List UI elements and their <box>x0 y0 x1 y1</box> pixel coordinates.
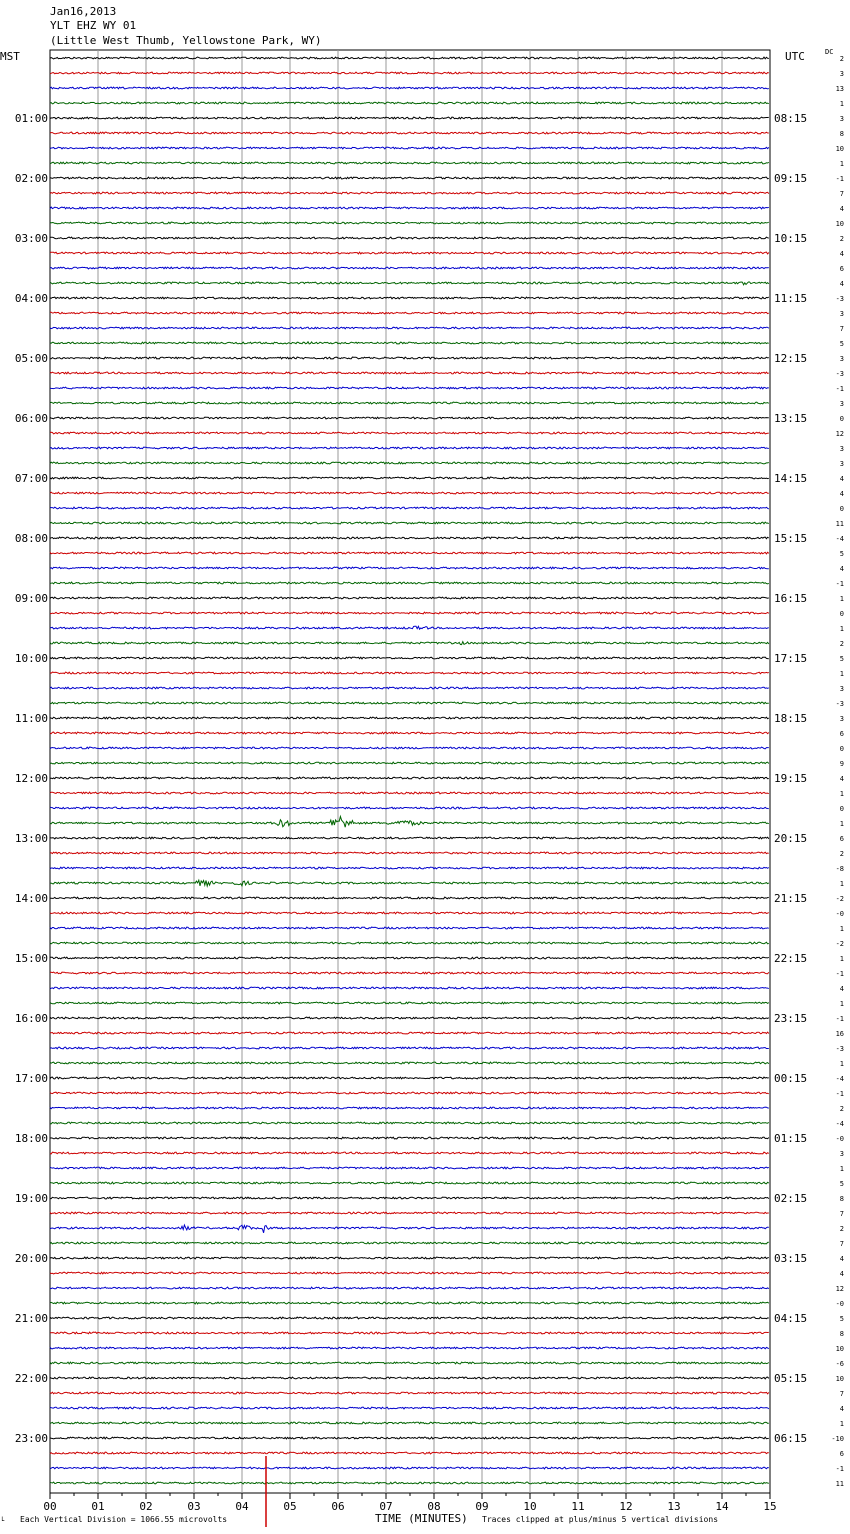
right-hour-label: 22:15 <box>774 952 808 965</box>
x-tick-label: 00 <box>43 1500 57 1513</box>
station-id: YLT EHZ WY 01 <box>50 19 137 32</box>
dc-offset-label: 2 <box>839 235 844 243</box>
dc-offset-label: 0 <box>839 745 844 753</box>
left-hour-label: 03:00 <box>14 232 48 245</box>
x-tick-label: 12 <box>619 1500 633 1513</box>
seismic-trace <box>50 987 769 989</box>
seismic-trace <box>50 387 769 389</box>
dc-offset-label: 3 <box>839 310 844 318</box>
dc-offset-label: 11 <box>835 1480 844 1488</box>
seismic-trace <box>50 1137 769 1139</box>
dc-offset-label: 3 <box>839 445 844 453</box>
dc-offset-label: 2 <box>839 1225 844 1233</box>
scale-note: Each Vertical Division = 1066.55 microvolts <box>20 1515 228 1524</box>
seismic-trace <box>50 792 769 794</box>
left-hour-label: 10:00 <box>14 652 48 665</box>
dc-offset-label: 1 <box>839 595 844 603</box>
dc-offset-label: -1 <box>835 385 844 393</box>
left-hour-label: 18:00 <box>14 1132 48 1145</box>
x-tick-label: 01 <box>91 1500 105 1513</box>
dc-offset-label: 9 <box>839 760 844 768</box>
dc-offset-label: 8 <box>839 130 844 138</box>
seismic-trace <box>50 1377 769 1379</box>
seismic-trace <box>50 1062 769 1064</box>
seismic-trace <box>50 357 769 359</box>
dc-offset-label: 4 <box>839 775 844 783</box>
left-hour-label: 23:00 <box>14 1432 48 1445</box>
seismic-trace <box>50 1047 769 1049</box>
seismic-trace <box>50 207 769 209</box>
dc-offset-label: 8 <box>839 1330 844 1338</box>
dc-offset-label: -2 <box>835 940 844 948</box>
seismic-trace <box>50 312 769 314</box>
dc-offset-label: 1 <box>839 670 844 678</box>
seismic-trace <box>50 1392 769 1394</box>
left-hour-label: 15:00 <box>14 952 48 965</box>
seismic-trace <box>50 507 769 509</box>
seismic-trace <box>50 597 769 599</box>
seismic-trace <box>50 342 769 344</box>
seismic-trace <box>50 147 769 149</box>
dc-offset-label: 1 <box>839 790 844 798</box>
right-hour-label: 01:15 <box>774 1132 808 1145</box>
seismic-trace <box>50 1225 769 1233</box>
dc-offset-label: -0 <box>835 910 844 918</box>
seismic-trace <box>50 912 769 914</box>
seismic-trace <box>50 1107 769 1109</box>
record-date: Jan16,2013 <box>50 5 117 18</box>
x-tick-label: 15 <box>763 1500 777 1513</box>
dc-offset-label: 1 <box>839 1420 844 1428</box>
x-tick-label: 06 <box>331 1500 345 1513</box>
seismic-trace <box>50 402 769 404</box>
left-timezone: MST <box>0 50 20 63</box>
dc-offset-label: 6 <box>839 730 844 738</box>
dc-offset-label: 1 <box>839 1165 844 1173</box>
dc-offset-label: -0 <box>835 1135 844 1143</box>
seismic-trace <box>50 777 769 779</box>
dc-offset-label: 5 <box>839 1315 844 1323</box>
plot-frame <box>50 50 770 1493</box>
dc-offset-label: 0 <box>839 805 844 813</box>
seismic-trace <box>50 117 769 119</box>
seismic-trace <box>50 1242 769 1244</box>
right-hour-label: 20:15 <box>774 832 808 845</box>
corner-mark: └ <box>0 1517 5 1525</box>
clip-note: Traces clipped at plus/minus 5 vertical divisions <box>482 1515 719 1524</box>
x-tick-label: 03 <box>187 1500 201 1513</box>
dc-offset-label: 3 <box>839 1150 844 1158</box>
dc-offset-label: 1 <box>839 1000 844 1008</box>
dc-offset-label: 1 <box>839 820 844 828</box>
seismic-trace <box>50 192 769 194</box>
seismic-trace <box>50 817 769 828</box>
dc-offset-label: 4 <box>839 985 844 993</box>
dc-offset-label: 11 <box>835 520 844 528</box>
seismic-trace <box>50 1122 769 1124</box>
dc-offset-label: 4 <box>839 565 844 573</box>
left-hour-label: 12:00 <box>14 772 48 785</box>
seismic-trace <box>50 1167 769 1169</box>
dc-offset-label: 2 <box>839 640 844 648</box>
right-hour-label: 21:15 <box>774 892 808 905</box>
seismic-trace <box>50 252 769 254</box>
left-hour-label: 08:00 <box>14 532 48 545</box>
dc-offset-label: 4 <box>839 1270 844 1278</box>
dc-offset-label: 12 <box>835 430 844 438</box>
left-hour-label: 19:00 <box>14 1192 48 1205</box>
dc-offset-label: 7 <box>839 1240 844 1248</box>
seismic-trace <box>50 1077 769 1079</box>
seismic-trace <box>50 1152 769 1154</box>
right-hour-label: 08:15 <box>774 112 808 125</box>
x-tick-label: 11 <box>571 1500 585 1513</box>
seismic-trace <box>50 717 769 719</box>
left-hour-label: 06:00 <box>14 412 48 425</box>
dc-offset-label: 7 <box>839 325 844 333</box>
seismic-trace <box>50 897 769 899</box>
x-axis-label: TIME (MINUTES) <box>375 1512 468 1525</box>
dc-offset-label: 3 <box>839 115 844 123</box>
x-tick-label: 10 <box>523 1500 537 1513</box>
dc-offset-label: 2 <box>839 55 844 63</box>
left-hour-label: 11:00 <box>14 712 48 725</box>
x-tick-label: 04 <box>235 1500 249 1513</box>
right-hour-label: 23:15 <box>774 1012 808 1025</box>
dc-offset-label: 12 <box>835 1285 844 1293</box>
seismic-trace <box>50 626 769 629</box>
seismic-trace <box>50 942 769 944</box>
right-hour-label: 06:15 <box>774 1432 808 1445</box>
seismic-trace <box>50 177 769 179</box>
seismic-trace <box>50 72 769 74</box>
right-hour-label: 12:15 <box>774 352 808 365</box>
right-hour-label: 14:15 <box>774 472 808 485</box>
x-tick-label: 13 <box>667 1500 681 1513</box>
x-tick-label: 02 <box>139 1500 153 1513</box>
seismic-trace <box>50 1302 769 1304</box>
dc-offset-label: 3 <box>839 70 844 78</box>
dc-offset-label: 1 <box>839 100 844 108</box>
dc-offset-label: -4 <box>835 535 844 543</box>
left-hour-label: 13:00 <box>14 832 48 845</box>
dc-offset-label: 3 <box>839 355 844 363</box>
dc-offset-label: 4 <box>839 280 844 288</box>
seismic-trace <box>50 837 769 839</box>
right-hour-label: 17:15 <box>774 652 808 665</box>
dc-offset-label: -4 <box>835 1120 844 1128</box>
seismic-trace <box>50 102 769 104</box>
dc-offset-label: 2 <box>839 1105 844 1113</box>
dc-offset-label: -3 <box>835 295 844 303</box>
seismic-trace <box>50 702 769 704</box>
dc-offset-label: 6 <box>839 265 844 273</box>
dc-offset-label: 10 <box>835 220 844 228</box>
seismic-trace <box>50 567 769 569</box>
dc-offset-label: 5 <box>839 550 844 558</box>
seismic-trace <box>50 747 769 749</box>
left-hour-label: 07:00 <box>14 472 48 485</box>
right-hour-label: 19:15 <box>774 772 808 785</box>
seismic-trace <box>50 1257 769 1259</box>
dc-offset-label: 10 <box>835 1345 844 1353</box>
left-hour-label: 16:00 <box>14 1012 48 1025</box>
seismic-trace <box>50 57 769 59</box>
dc-offset-label: 0 <box>839 505 844 513</box>
dc-offset-header: DC <box>825 48 834 56</box>
seismic-trace <box>50 927 769 929</box>
right-hour-label: 10:15 <box>774 232 808 245</box>
left-hour-label: 20:00 <box>14 1252 48 1265</box>
seismic-trace <box>50 1437 769 1439</box>
right-hour-label: 18:15 <box>774 712 808 725</box>
seismic-trace <box>50 297 769 299</box>
dc-offset-label: 4 <box>839 490 844 498</box>
seismic-trace <box>50 762 769 764</box>
dc-offset-label: 0 <box>839 415 844 423</box>
dc-offset-label: -8 <box>835 865 844 873</box>
left-hour-label: 21:00 <box>14 1312 48 1325</box>
seismic-trace <box>50 1317 769 1319</box>
seismic-trace <box>50 672 769 674</box>
dc-offset-label: -3 <box>835 700 844 708</box>
seismic-trace <box>50 1272 769 1274</box>
seismic-trace <box>50 687 769 689</box>
seismic-trace <box>50 1347 769 1349</box>
left-hour-label: 22:00 <box>14 1372 48 1385</box>
x-tick-label: 09 <box>475 1500 489 1513</box>
dc-offset-label: 4 <box>839 250 844 258</box>
right-hour-label: 04:15 <box>774 1312 808 1325</box>
seismic-trace <box>50 462 769 464</box>
seismic-trace <box>50 867 769 869</box>
dc-offset-label: 1 <box>839 1060 844 1068</box>
seismic-trace <box>50 1332 769 1334</box>
right-hour-label: 00:15 <box>774 1072 808 1085</box>
dc-offset-label: 4 <box>839 1255 844 1263</box>
dc-offset-label: 4 <box>839 205 844 213</box>
dc-offset-label: 16 <box>835 1030 844 1038</box>
seismic-trace <box>50 972 769 974</box>
seismic-trace <box>50 1032 769 1034</box>
seismic-trace <box>50 222 769 224</box>
dc-offset-label: -1 <box>835 970 844 978</box>
dc-offset-label: 10 <box>835 1375 844 1383</box>
seismic-trace <box>50 880 769 886</box>
seismic-trace <box>50 1362 769 1364</box>
left-hour-label: 05:00 <box>14 352 48 365</box>
dc-offset-label: 4 <box>839 1405 844 1413</box>
dc-offset-label: 6 <box>839 1450 844 1458</box>
seismic-trace <box>50 1212 769 1214</box>
seismic-trace <box>50 1182 769 1184</box>
dc-offset-label: -10 <box>831 1435 844 1443</box>
seismic-trace <box>50 1197 769 1199</box>
dc-offset-label: 1 <box>839 880 844 888</box>
seismic-trace <box>50 582 769 584</box>
dc-offset-label: -2 <box>835 895 844 903</box>
dc-offset-label: 8 <box>839 1195 844 1203</box>
dc-offset-label: 10 <box>835 145 844 153</box>
dc-offset-label: -3 <box>835 1045 844 1053</box>
seismic-trace <box>50 372 769 374</box>
dc-offset-label: 5 <box>839 340 844 348</box>
seismic-trace <box>50 87 769 89</box>
seismic-trace <box>50 237 769 239</box>
dc-offset-label: -1 <box>835 1090 844 1098</box>
seismic-trace <box>50 282 769 285</box>
seismic-trace <box>50 807 769 809</box>
dc-offset-label: 3 <box>839 685 844 693</box>
dc-offset-label: 13 <box>835 85 844 93</box>
dc-offset-label: 1 <box>839 160 844 168</box>
seismic-trace <box>50 732 769 734</box>
dc-offset-label: 4 <box>839 475 844 483</box>
right-hour-label: 09:15 <box>774 172 808 185</box>
left-hour-label: 09:00 <box>14 592 48 605</box>
dc-offset-label: -1 <box>835 1465 844 1473</box>
dc-offset-label: 0 <box>839 610 844 618</box>
seismic-trace <box>50 1422 769 1424</box>
seismic-trace <box>50 552 769 554</box>
dc-offset-label: -1 <box>835 175 844 183</box>
right-hour-label: 05:15 <box>774 1372 808 1385</box>
seismic-trace <box>50 492 769 494</box>
dc-offset-label: 1 <box>839 625 844 633</box>
left-hour-label: 02:00 <box>14 172 48 185</box>
seismic-trace <box>50 1452 769 1454</box>
right-hour-label: 13:15 <box>774 412 808 425</box>
seismic-trace <box>50 132 769 134</box>
seismic-trace <box>50 162 769 164</box>
dc-offset-label: 3 <box>839 715 844 723</box>
seismic-trace <box>50 327 769 329</box>
right-hour-label: 11:15 <box>774 292 808 305</box>
x-tick-label: 08 <box>427 1500 441 1513</box>
left-hour-label: 17:00 <box>14 1072 48 1085</box>
left-hour-label: 04:00 <box>14 292 48 305</box>
seismic-trace <box>50 267 769 269</box>
seismic-trace <box>50 657 769 659</box>
right-hour-label: 03:15 <box>774 1252 808 1265</box>
right-timezone: UTC <box>785 50 805 63</box>
dc-offset-label: 7 <box>839 1390 844 1398</box>
seismic-trace <box>50 1467 769 1469</box>
seismic-trace <box>50 1092 769 1094</box>
dc-offset-label: 6 <box>839 835 844 843</box>
seismic-trace <box>50 417 769 419</box>
seismic-trace <box>50 852 769 854</box>
left-hour-label: 14:00 <box>14 892 48 905</box>
seismic-trace <box>50 432 769 434</box>
seismic-trace <box>50 522 769 524</box>
x-tick-label: 14 <box>715 1500 729 1513</box>
seismic-trace <box>50 1017 769 1019</box>
dc-offset-label: -4 <box>835 1075 844 1083</box>
dc-offset-label: 7 <box>839 1210 844 1218</box>
dc-offset-label: -3 <box>835 370 844 378</box>
dc-offset-label: -1 <box>835 1015 844 1023</box>
seismic-trace <box>50 477 769 479</box>
seismic-trace <box>50 642 769 645</box>
seismic-trace <box>50 1002 769 1004</box>
dc-offset-label: 7 <box>839 190 844 198</box>
seismic-trace <box>50 1482 769 1484</box>
station-location: (Little West Thumb, Yellowstone Park, WY) <box>50 34 322 47</box>
dc-offset-label: 3 <box>839 400 844 408</box>
seismic-trace <box>50 1407 769 1409</box>
dc-offset-label: 1 <box>839 925 844 933</box>
seismic-trace <box>50 537 769 539</box>
dc-offset-label: 1 <box>839 955 844 963</box>
dc-offset-label: -6 <box>835 1360 844 1368</box>
right-hour-label: 02:15 <box>774 1192 808 1205</box>
x-tick-label: 07 <box>379 1500 393 1513</box>
seismic-trace <box>50 612 769 614</box>
right-hour-label: 16:15 <box>774 592 808 605</box>
dc-offset-label: -0 <box>835 1300 844 1308</box>
dc-offset-label: 5 <box>839 1180 844 1188</box>
dc-offset-label: 2 <box>839 850 844 858</box>
dc-offset-label: 3 <box>839 460 844 468</box>
dc-offset-label: -1 <box>835 580 844 588</box>
seismic-trace <box>50 447 769 449</box>
seismic-trace <box>50 957 769 959</box>
seismic-trace <box>50 1287 769 1289</box>
x-tick-label: 05 <box>283 1500 297 1513</box>
left-hour-label: 01:00 <box>14 112 48 125</box>
right-hour-label: 15:15 <box>774 532 808 545</box>
dc-offset-label: 5 <box>839 655 844 663</box>
